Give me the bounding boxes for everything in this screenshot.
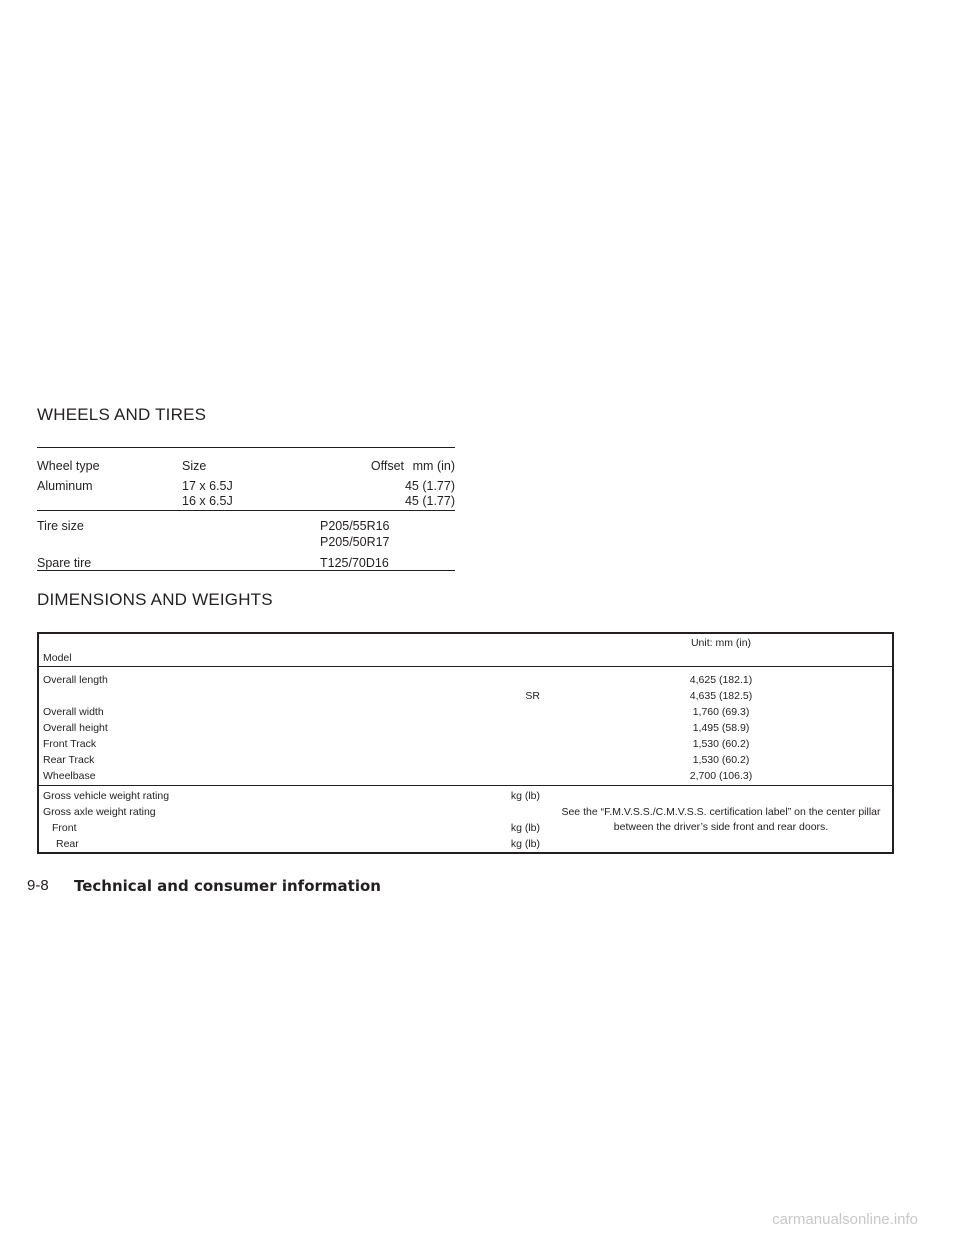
- front-track-value: 1,530 (60.2): [692, 738, 750, 750]
- sr-length-value: 4,635 (182.5): [689, 690, 753, 702]
- overall-height-label: Overall height: [43, 722, 108, 734]
- wheels-heading: WHEELS AND TIRES: [37, 405, 207, 424]
- offset-header: Offset: [370, 459, 404, 473]
- overall-width-label: Overall width: [43, 706, 104, 718]
- page-number: 9-8: [27, 877, 49, 894]
- section-title: Technical and consumer information: [74, 877, 381, 895]
- tire-size-label: Tire size: [37, 519, 84, 533]
- rear-track-value: 1,530 (60.2): [692, 754, 750, 766]
- gawr-label: Gross axle weight rating: [43, 806, 156, 818]
- tire-size-1: P205/55R16: [320, 519, 390, 533]
- size-header: Size: [182, 459, 207, 473]
- tire-size-2: P205/50R17: [320, 535, 390, 549]
- overall-length-value: 4,625 (182.1): [689, 674, 753, 686]
- wheel-type-value: Aluminum: [37, 479, 93, 493]
- spare-tire-label: Spare tire: [37, 556, 92, 570]
- dims-weights-rule: [37, 785, 894, 786]
- gawr-front-label: Front: [52, 822, 77, 834]
- dims-heading: DIMENSIONS AND WEIGHTS: [37, 590, 273, 609]
- wheel-offset-1: 45 (1.77): [404, 479, 455, 493]
- wheel-offset-2: 45 (1.77): [404, 494, 455, 508]
- sr-label: SR: [525, 690, 540, 702]
- wheels-mid-rule: [37, 510, 455, 511]
- gvwr-unit: kg (lb): [510, 790, 540, 802]
- gvwr-label: Gross vehicle weight rating: [43, 790, 170, 802]
- offset-unit: mm (in): [412, 459, 455, 473]
- wheels-bottom-rule: [37, 570, 455, 571]
- rear-track-label: Rear Track: [43, 754, 95, 766]
- model-label: Model: [43, 652, 72, 664]
- gawr-rear-label: Rear: [56, 838, 79, 850]
- overall-width-value: 1,760 (69.3): [692, 706, 750, 718]
- wheelbase-value: 2,700 (106.3): [689, 770, 753, 782]
- wheel-size-1: 17 x 6.5J: [182, 479, 233, 493]
- overall-height-value: 1,495 (58.9): [692, 722, 750, 734]
- weight-note-line2: between the driver’s side front and rear doors.: [613, 821, 829, 833]
- spare-tire-value: T125/70D16: [320, 556, 389, 570]
- wheel-type-header: Wheel type: [37, 459, 100, 473]
- dims-unit: Unit: mm (in): [690, 637, 752, 649]
- front-track-label: Front Track: [43, 738, 97, 750]
- wheel-size-2: 16 x 6.5J: [182, 494, 233, 508]
- wheelbase-label: Wheelbase: [43, 770, 96, 782]
- watermark: carmanualsonline.info: [772, 1211, 918, 1228]
- overall-length-label: Overall length: [43, 674, 108, 686]
- dims-header-rule: [37, 666, 894, 667]
- weight-note-line1: See the “F.M.V.S.S./C.M.V.S.S. certification label” on the center pillar: [561, 806, 881, 818]
- wheels-top-rule: [37, 447, 455, 448]
- gawr-front-unit: kg (lb): [510, 822, 540, 834]
- gawr-rear-unit: kg (lb): [510, 838, 540, 850]
